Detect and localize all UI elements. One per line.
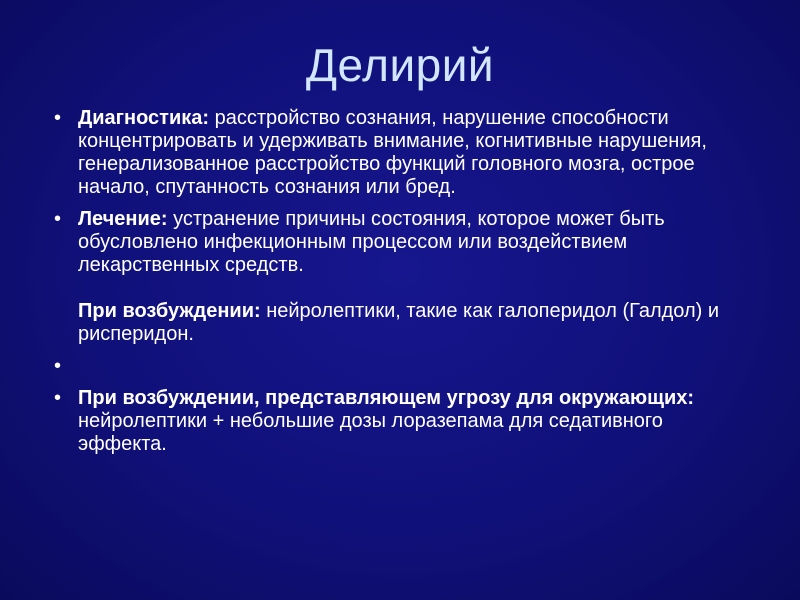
bullet-label: При возбуждении, представляющем угрозу для окружающих: — [78, 387, 695, 409]
sub-paragraph — [78, 300, 754, 346]
bullet-text: нейролептики + небольшие дозы лоразепама для седативного эффекта. — [78, 410, 663, 455]
bullet-list — [54, 107, 754, 456]
bullet-label: Лечение: — [78, 208, 168, 230]
bullet-icon: • — [54, 387, 62, 409]
bullet-icon: • — [54, 355, 62, 377]
bullet-item-empty — [54, 355, 754, 378]
bullet-icon: • — [54, 208, 62, 230]
sub-label: При возбуждении: — [78, 300, 261, 322]
bullet-item-treatment — [54, 208, 754, 346]
bullet-text: устранение причины состояния, которое может быть обусловлено инфекционным процессом или воздействием лекарственных средств. — [78, 208, 665, 276]
bullet-text: расстройство сознания, нарушение способности концентрировать и удерживать внимание, когнитивные нарушения, генерализованное расстройство функций головного мозга, острое начало, спутанность сознания или бред. — [78, 107, 707, 198]
slide-title: Делирий — [305, 39, 495, 91]
sub-text: нейролептики, такие как галоперидол (Галдол) и рисперидон. — [78, 300, 720, 345]
bullet-item-diagnosis — [54, 107, 754, 199]
bullet-icon: • — [54, 107, 62, 129]
bullet-label: Диагностика: — [78, 107, 210, 129]
bullet-item-severe-agitation — [54, 387, 754, 456]
